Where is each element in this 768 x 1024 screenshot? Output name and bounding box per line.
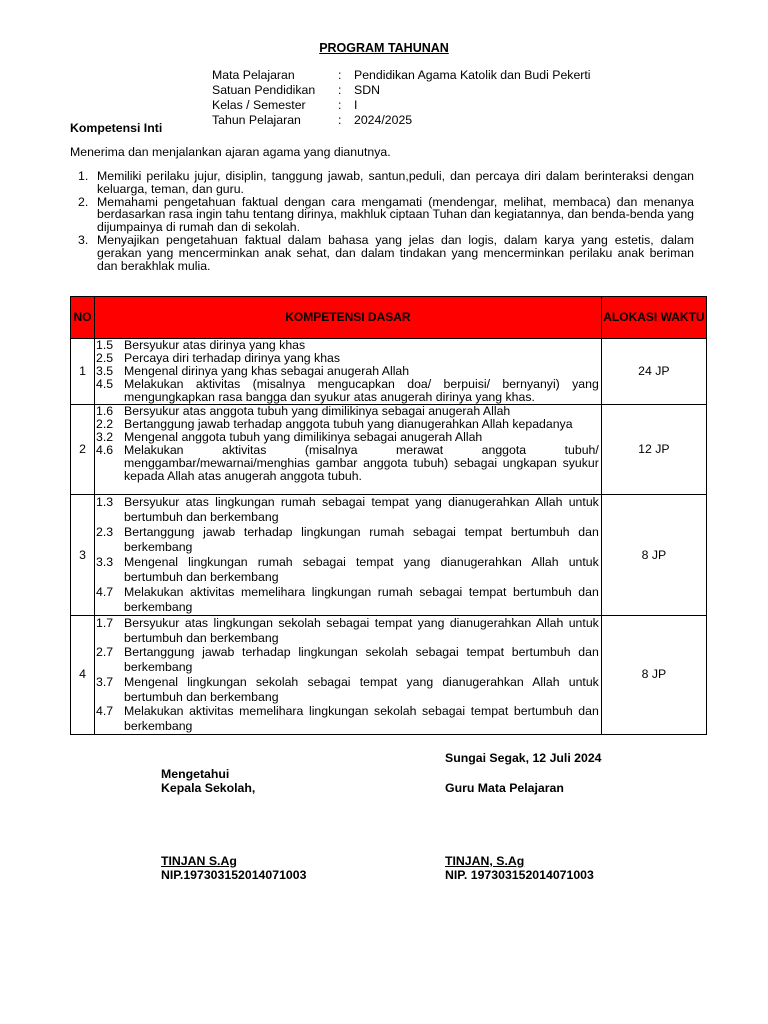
principal-name: TINJAN S.Ag bbox=[161, 854, 237, 868]
kd-code: 4.7 bbox=[96, 585, 114, 599]
teacher-nip: NIP. 197303152014071003 bbox=[445, 868, 594, 882]
meta-row-subject bbox=[212, 69, 591, 84]
kd-code: 4.5 bbox=[96, 377, 114, 391]
meta-value: 2024/2025 bbox=[354, 113, 413, 127]
meta-value: Pendidikan Agama Katolik dan Budi Pekerti bbox=[354, 68, 591, 82]
row-number: 2 bbox=[71, 405, 95, 495]
list-item bbox=[70, 234, 694, 272]
list-number: 1. bbox=[78, 169, 89, 183]
kd-code: 4.6 bbox=[96, 443, 114, 457]
allocation-value: 12 JP bbox=[601, 405, 706, 495]
identity-block bbox=[212, 69, 591, 129]
kd-item bbox=[96, 495, 599, 525]
kd-item bbox=[96, 616, 599, 645]
principal-nip: NIP.197303152014071003 bbox=[161, 868, 307, 882]
kd-text: Mengenal lingkungan rumah sebagai tempat yang dianugerahkan Allah untuk bertumbuh dan berkembang bbox=[124, 555, 599, 584]
kd-code: 3.2 bbox=[96, 430, 114, 444]
kd-item bbox=[96, 525, 599, 555]
kd-code: 1.7 bbox=[96, 616, 114, 630]
kd-text: Melakukan aktivitas (misalnya mengucapkan doa/ berpuisi/ bernyanyi) yang mengungkapkan rasa bangga dan syukur atas anugerah dirinya yang khas. bbox=[124, 377, 599, 404]
teacher-name: TINJAN, S.Ag bbox=[445, 854, 525, 868]
kd-code: 2.5 bbox=[96, 351, 114, 365]
allocation-value: 8 JP bbox=[601, 616, 706, 735]
kd-item bbox=[96, 378, 599, 404]
kd-item bbox=[96, 585, 599, 615]
acknowledged-label: Mengetahui bbox=[161, 767, 230, 781]
list-text: Menyajikan pengetahuan faktual dalam bahasa yang jelas dan logis, dalam karya yang estetis, dalam gerakan yang mencerminkan anak sehat, dan dalam tindakan yang mencerminkan perilaku anak beriman dan berakhlak mulia. bbox=[97, 232, 694, 273]
meta-separator: : bbox=[338, 98, 342, 112]
table-row bbox=[71, 616, 707, 735]
meta-separator: : bbox=[338, 68, 342, 82]
meta-row-class bbox=[212, 99, 591, 114]
document-title: PROGRAM TAHUNAN bbox=[319, 41, 449, 55]
kd-code: 2.2 bbox=[96, 417, 114, 431]
kd-code: 1.6 bbox=[96, 404, 114, 418]
kd-cell bbox=[95, 495, 602, 616]
principal-role: Kepala Sekolah, bbox=[161, 781, 256, 795]
kompetensi-inti-list bbox=[70, 170, 694, 272]
list-text: Memiliki perilaku jujur, disiplin, tanggung jawab, santun,peduli, dan percaya diri dalam berinteraksi dengan keluarga, teman, dan guru. bbox=[97, 169, 694, 196]
table-header-row bbox=[71, 297, 707, 339]
meta-value: SDN bbox=[354, 83, 380, 97]
kd-text: Mengenal anggota tubuh yang dimilikinya sebagai anugerah Allah bbox=[124, 430, 483, 444]
kd-cell bbox=[95, 339, 602, 405]
kd-item bbox=[96, 704, 599, 733]
place-date: Sungai Segak, 12 Juli 2024 bbox=[445, 751, 602, 765]
kd-code: 1.5 bbox=[96, 338, 114, 352]
kd-cell bbox=[95, 616, 602, 735]
row-number: 4 bbox=[71, 616, 95, 735]
kd-item bbox=[96, 555, 599, 585]
kd-item bbox=[96, 645, 599, 674]
kompetensi-inti-heading: Kompetensi Inti bbox=[70, 121, 163, 135]
kd-text: Percaya diri terhadap dirinya yang khas bbox=[124, 351, 341, 365]
kd-code: 3.7 bbox=[96, 674, 114, 689]
header-alokasi-waktu: ALOKASI WAKTU bbox=[601, 297, 706, 339]
kd-text: Melakukan aktivitas memelihara lingkungan sekolah sebagai tempat bertumbuh dan berkembang bbox=[124, 704, 599, 733]
kd-text: Mengenal dirinya yang khas sebagai anugerah Allah bbox=[124, 364, 410, 378]
kd-text: Bersyukur atas lingkungan rumah sebagai tempat yang dianugerahkan Allah untuk bertumbuh dan berkembang bbox=[124, 495, 599, 524]
header-no: NO bbox=[71, 297, 95, 339]
row-number: 1 bbox=[71, 339, 95, 405]
kd-text: Melakukan aktivitas (misalnya merawat anggota tubuh/ menggambar/mewarnai/menghias gambar anggota tubuh) sebagai ungkapan syukur kepada Allah atas anugerah anggota tubuh. bbox=[124, 443, 599, 483]
meta-row-year bbox=[212, 114, 591, 129]
table-row bbox=[71, 495, 707, 616]
kd-code: 4.7 bbox=[96, 704, 114, 719]
list-number: 2. bbox=[78, 194, 89, 209]
table-row bbox=[71, 405, 707, 495]
meta-separator: : bbox=[338, 83, 342, 97]
kd-cell bbox=[95, 405, 602, 495]
kd-text: Mengenal lingkungan sekolah sebagai tempat yang dianugerahkan Allah untuk bertumbuh dan berkembang bbox=[124, 674, 599, 704]
kd-code: 3.3 bbox=[96, 555, 114, 569]
meta-separator: : bbox=[338, 113, 342, 127]
allocation-value: 8 JP bbox=[601, 495, 706, 616]
kd-item bbox=[96, 675, 599, 704]
kompetensi-dasar-table bbox=[70, 296, 707, 735]
meta-value: I bbox=[354, 98, 358, 112]
kd-text: Bersyukur atas dirinya yang khas bbox=[124, 338, 306, 352]
meta-key: Mata Pelajaran bbox=[212, 68, 295, 82]
header-kompetensi-dasar: KOMPETENSI DASAR bbox=[95, 297, 602, 339]
allocation-value: 24 JP bbox=[601, 339, 706, 405]
kd-code: 2.7 bbox=[96, 645, 114, 660]
list-item bbox=[70, 170, 694, 196]
list-number: 3. bbox=[78, 232, 89, 247]
kd-code: 3.5 bbox=[96, 364, 114, 378]
kd-code: 1.3 bbox=[96, 495, 114, 509]
row-number: 3 bbox=[71, 495, 95, 616]
kd-code: 2.3 bbox=[96, 525, 114, 539]
kd-text: Bertanggung jawab terhadap lingkungan rumah sebagai tempat bertumbuh dan berkembang bbox=[124, 525, 599, 554]
kompetensi-inti-intro: Menerima dan menjalankan ajaran agama yang dianutnya. bbox=[70, 145, 391, 159]
kd-text: Bertanggung jawab terhadap lingkungan sekolah sebagai tempat bertumbuh dan berkembang bbox=[124, 645, 599, 675]
list-text: Memahami pengetahuan faktual dengan cara mengamati (mendengar, melihat, membaca) dan menanya berdasarkan rasa ingin tahu tentang dirinya, makhluk ciptaan Tuhan dan kegiatannya, dan benda-benda yang dijumpainya di rumah dan di sekolah. bbox=[97, 194, 694, 235]
kd-item bbox=[96, 444, 599, 483]
meta-key: Kelas / Semester bbox=[212, 98, 306, 112]
kd-text: Bersyukur atas lingkungan sekolah sebagai tempat yang dianugerahkan Allah untuk bertumbuh dan berkembang bbox=[124, 616, 599, 645]
kd-text: Bertanggung jawab terhadap anggota tubuh yang dianugerahkan Allah kepadanya bbox=[124, 417, 573, 431]
meta-key: Tahun Pelajaran bbox=[212, 113, 301, 127]
kd-text: Melakukan aktivitas memelihara lingkungan rumah sebagai tempat bertumbuh dan berkembang bbox=[124, 585, 599, 614]
teacher-role: Guru Mata Pelajaran bbox=[445, 781, 564, 795]
list-item bbox=[70, 196, 694, 234]
meta-key: Satuan Pendidikan bbox=[212, 83, 316, 97]
kd-text: Bersyukur atas anggota tubuh yang dimilikinya sebagai anugerah Allah bbox=[124, 404, 511, 418]
table-row bbox=[71, 339, 707, 405]
meta-row-school bbox=[212, 84, 591, 99]
